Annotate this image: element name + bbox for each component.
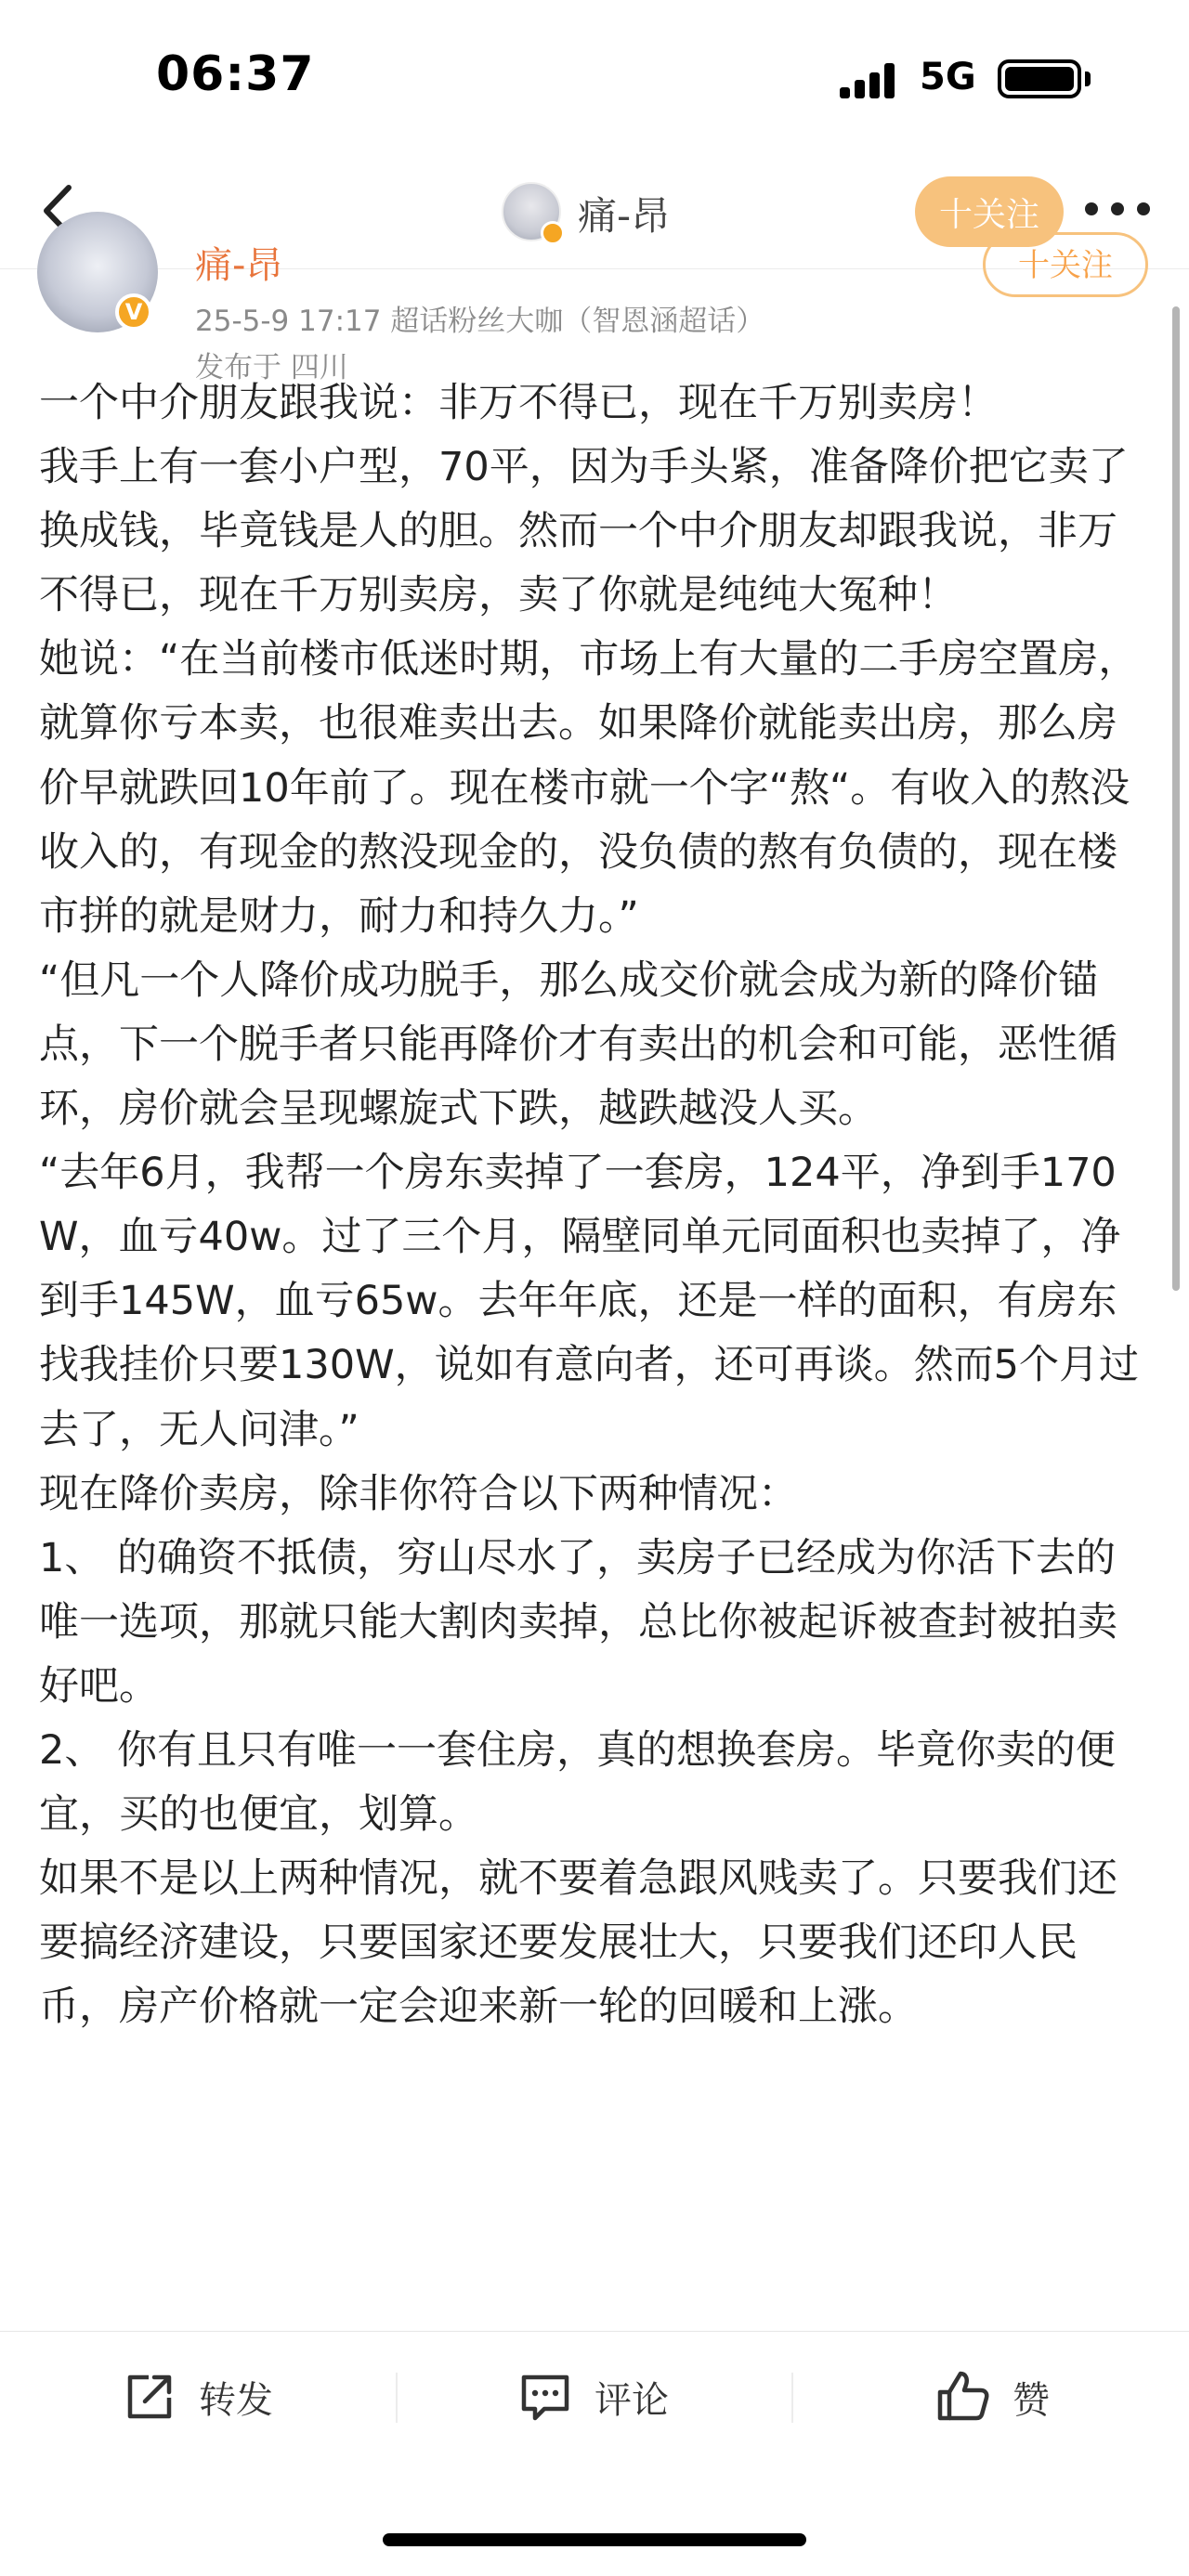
action-bar xyxy=(0,2331,1189,2461)
post-paragraph: 我手上有一套小户型，70平，因为手头紧，准备降价把它卖了换成钱，毕竟钱是人的胆。然而一个中介朋友却跟我说，非万不得已，现在千万别卖房，卖了你就是纯纯大冤种！ xyxy=(39,444,1129,619)
post-paragraph: 现在降价卖房，除非你符合以下两种情况： xyxy=(39,1470,798,1517)
like-button[interactable] xyxy=(934,2332,1050,2462)
post-paragraph: 2、 你有且只有唯一一套住房，真的想换套房。毕竟你卖的便宜，买的也便宜，划算。 xyxy=(39,1726,1117,1839)
action-divider xyxy=(396,2373,398,2423)
status-time: 06:37 xyxy=(156,46,315,102)
battery-icon xyxy=(998,59,1081,98)
action-divider xyxy=(791,2373,793,2423)
home-indicator[interactable] xyxy=(383,2533,806,2546)
like-label: 赞 xyxy=(1013,2378,1050,2422)
author-name[interactable]: 痛-昂 xyxy=(195,244,283,287)
scrollbar[interactable] xyxy=(1172,306,1180,1291)
repost-button[interactable] xyxy=(121,2332,273,2462)
follow-button[interactable]: 十关注 xyxy=(915,176,1064,247)
post-paragraph: “但凡一个人降价成功脱手，那么成交价就会成为新的降价锚点，下一个脱手者只能再降价才有卖出的机会和可能，恶性循环，房价就会呈现螺旋式下跌，越跌越没人买。 xyxy=(39,956,1117,1133)
post-paragraph: 一个中介朋友跟我说：非万不得已，现在千万别卖房！ xyxy=(39,380,998,426)
post-paragraph: 1、 的确资不抵债，穷山尽水了，卖房子已经成为你活下去的唯一选项，那就只能大割肉卖掉，总比你被起诉被查封被拍卖好吧。 xyxy=(39,1534,1117,1710)
post-meta: 25-5-9 17:17 超话粉丝大咖（智恩涵超话） xyxy=(195,305,765,338)
battery-tip xyxy=(1085,72,1091,86)
post-paragraph: “去年6月，我帮一个房东卖掉了一套房，124平，净到手170W，血亏40w。过了三个月，隔壁同单元同面积也卖掉了，净到手145W，血亏65w。去年年底，还是一样的面积，有房东找我挂价只要130W，说如有意向者，还可再谈。然而5个月过去了，无人问津。” xyxy=(39,1150,1139,1453)
nav-title[interactable]: 痛-昂 xyxy=(578,193,671,239)
network-type: 5G xyxy=(920,56,976,98)
verified-badge-icon xyxy=(541,221,565,245)
post-body xyxy=(39,371,1154,2039)
comment-button[interactable] xyxy=(516,2332,669,2462)
share-arrow-icon xyxy=(121,2368,178,2426)
post-paragraph: 如果不是以上两种情况，就不要着急跟风贱卖了。只要我们还要搞经济建设，只要国家还要发展壮大，只要我们还印人民币，房产价格就一定会迎来新一轮的回暖和上涨。 xyxy=(39,1855,1117,2031)
more-dots-icon[interactable] xyxy=(1085,202,1150,221)
post-location: 发布于 四川 xyxy=(195,351,348,384)
verified-badge-icon: V xyxy=(115,293,152,331)
follow-button-card[interactable]: 十关注 xyxy=(983,232,1148,297)
comment-bubble-icon xyxy=(516,2368,574,2426)
status-bar xyxy=(0,0,1189,158)
post-paragraph: 她说：“在当前楼市低迷时期，市场上有大量的二手房空置房，就算你亏本卖，也很难卖出去。如果降价就能卖出房，那么房价早就跌回10年前了。现在楼市就一个字“熬“。有收入的熬没收入的，有现金的熬没现金的，没负债的熬有负债的，现在楼市拼的就是财力，耐力和持久力。” xyxy=(39,636,1139,940)
thumbs-up-icon xyxy=(934,2368,992,2426)
repost-label: 转发 xyxy=(199,2378,273,2422)
cellular-signal-icon xyxy=(840,61,895,98)
comment-label: 评论 xyxy=(594,2378,669,2422)
